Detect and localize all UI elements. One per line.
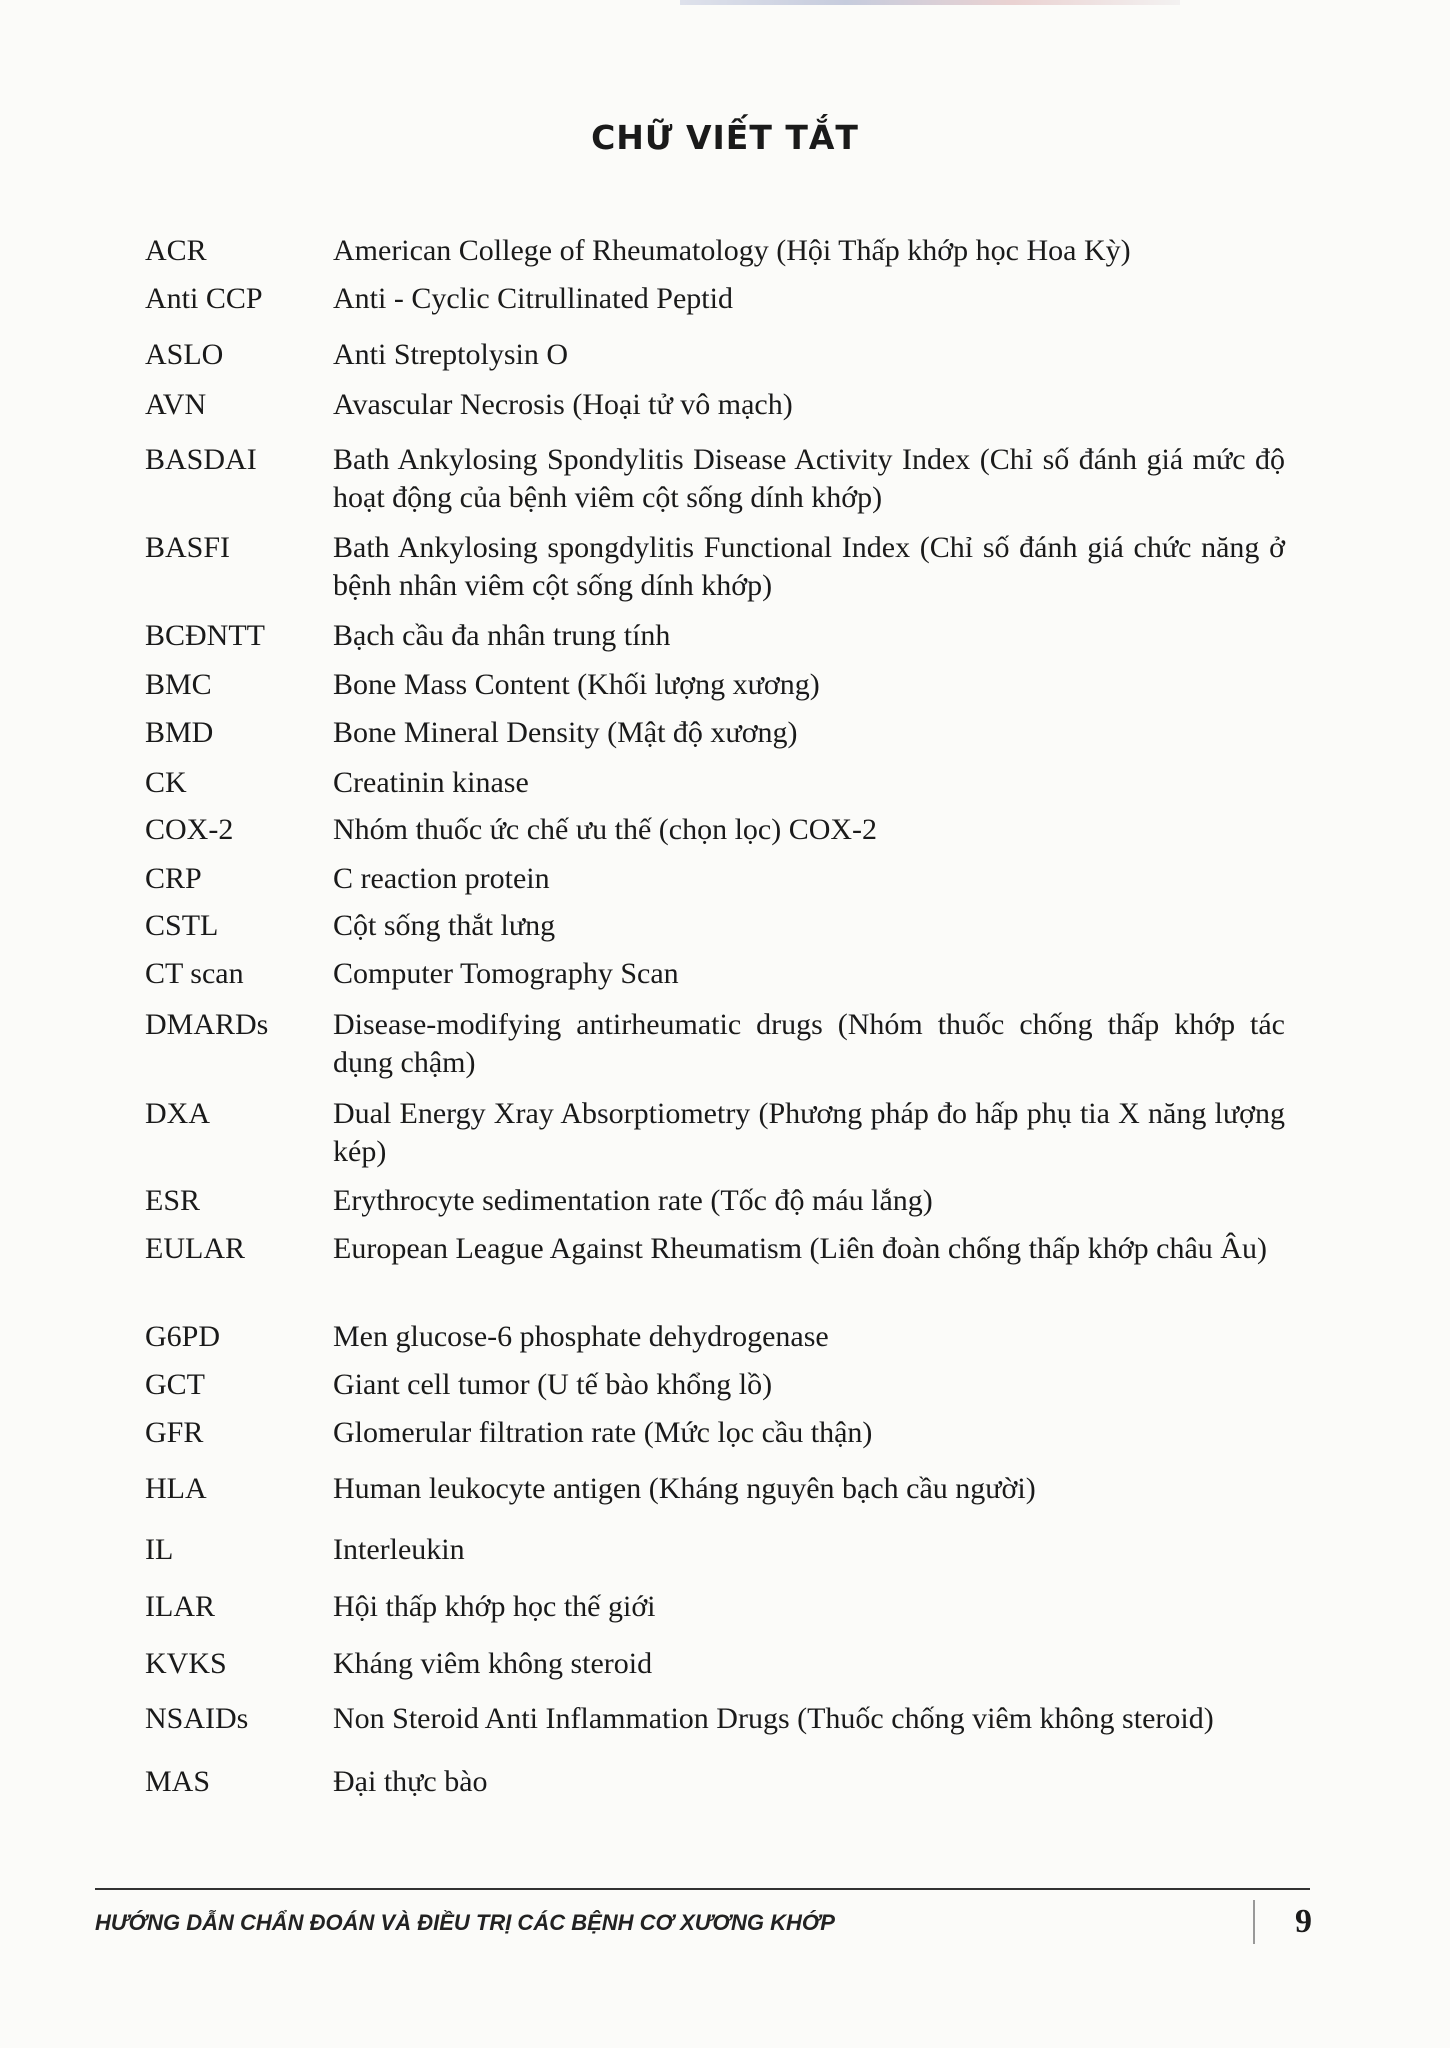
abbreviation: Anti CCP [145, 282, 263, 315]
abbreviation: AVN [145, 388, 207, 421]
abbreviation: MAS [145, 1765, 211, 1798]
abbreviation: DMARDs [145, 1008, 269, 1041]
abbreviation: NSAIDs [145, 1702, 249, 1735]
abbreviation: IL [145, 1533, 174, 1566]
abbreviation: BASFI [145, 531, 231, 564]
abbreviation: EULAR [145, 1232, 245, 1265]
abbreviation: DXA [145, 1097, 210, 1130]
abbreviation: CK [145, 766, 187, 799]
definition: Nhóm thuốc ức chế ưu thế (chọn lọc) COX-2 [333, 813, 878, 846]
abbreviation: ACR [145, 234, 207, 267]
footer-rule [95, 1888, 1310, 1890]
abbreviation: CT scan [145, 957, 244, 990]
definition: Computer Tomography Scan [333, 957, 679, 990]
abbreviation: CSTL [145, 909, 219, 942]
abbreviation: BCĐNTT [145, 619, 265, 652]
footer-title: HƯỚNG DẪN CHẨN ĐOÁN VÀ ĐIỀU TRỊ CÁC BỆNH CƠ XƯƠNG KHỚP [95, 1910, 835, 1935]
abbreviation: GFR [145, 1416, 204, 1449]
definition: American College of Rheumatology (Hội Thấp khớp học Hoa Kỳ) [333, 234, 1131, 267]
abbreviation: KVKS [145, 1647, 227, 1680]
scan-artifact [680, 0, 1180, 5]
definition: C reaction protein [333, 862, 550, 895]
definition: Bạch cầu đa nhân trung tính [333, 619, 671, 652]
abbreviation: CRP [145, 862, 202, 895]
definition: Cột sống thắt lưng [333, 909, 556, 942]
definition: Interleukin [333, 1533, 465, 1566]
definition: Bath Ankylosing spongdylitis Functional Index (Chỉ số đánh giá chức năng ở bệnh nhân viêm cột sống dính khớp) [333, 531, 1285, 602]
definition: Creatinin kinase [333, 766, 529, 799]
abbreviation: ILAR [145, 1590, 215, 1623]
definition: European League Against Rheumatism (Liên đoàn chống thấp khớp châu Âu) [333, 1232, 1267, 1265]
definition: Anti - Cyclic Citrullinated Peptid [333, 282, 733, 315]
definition: Giant cell tumor (U tế bào khổng lồ) [333, 1368, 773, 1401]
definition: Anti Streptolysin O [333, 338, 569, 371]
definition: Dual Energy Xray Absorptiometry (Phương pháp đo hấp phụ tia X năng lượng kép) [333, 1097, 1285, 1168]
definition: Men glucose-6 phosphate dehydrogenase [333, 1320, 829, 1353]
definition: Erythrocyte sedimentation rate (Tốc độ máu lắng) [333, 1184, 933, 1217]
definition: Đại thực bào [333, 1765, 488, 1798]
page-title: CHỮ VIẾT TẮT [591, 118, 859, 157]
abbreviation: GCT [145, 1368, 205, 1401]
definition: Avascular Necrosis (Hoại tử vô mạch) [333, 388, 793, 421]
definition: Disease-modifying antirheumatic drugs (Nhóm thuốc chống thấp khớp tác dụng chậm) [333, 1008, 1285, 1079]
abbreviation: BMC [145, 668, 212, 701]
abbreviation: ESR [145, 1184, 201, 1217]
abbreviation: COX-2 [145, 813, 234, 846]
definition: Bone Mineral Density (Mật độ xương) [333, 716, 798, 749]
page-number: 9 [1253, 1900, 1312, 1944]
definition: Bath Ankylosing Spondylitis Disease Activity Index (Chỉ số đánh giá mức độ hoạt động của bệnh viêm cột sống dính khớp) [333, 443, 1285, 514]
definition: Human leukocyte antigen (Kháng nguyên bạch cầu người) [333, 1472, 1036, 1505]
abbreviation: BMD [145, 716, 214, 749]
abbreviation: G6PD [145, 1320, 221, 1353]
definition: Kháng viêm không steroid [333, 1647, 653, 1680]
abbreviation: BASDAI [145, 443, 257, 476]
definition: Bone Mass Content (Khối lượng xương) [333, 668, 820, 701]
definition: Non Steroid Anti Inflammation Drugs (Thuốc chống viêm không steroid) [333, 1702, 1214, 1735]
abbreviation: HLA [145, 1472, 207, 1505]
abbreviation: ASLO [145, 338, 224, 371]
definition: Glomerular filtration rate (Mức lọc cầu thận) [333, 1416, 873, 1449]
definition: Hội thấp khớp học thế giới [333, 1590, 656, 1623]
